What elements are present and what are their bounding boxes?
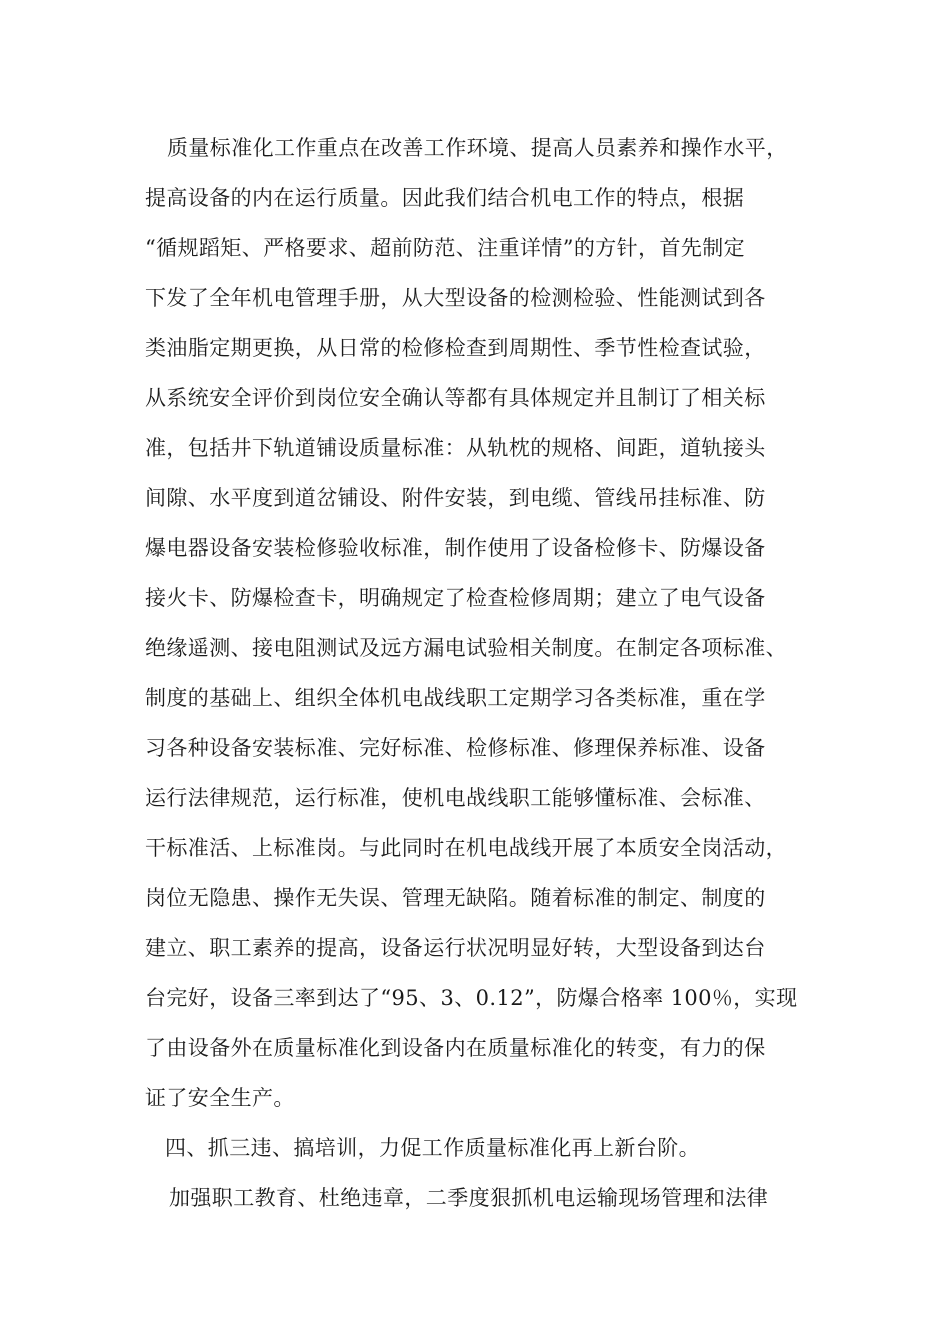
- section-heading: 四、抓三违、搞培训，力促工作质量标准化再上新台阶。: [165, 1136, 700, 1160]
- paragraph-line: 间隙、水平度到道岔铺设、附件安装，到电缆、管线吊挂标准、防: [145, 486, 766, 510]
- paragraph-line: 爆电器设备安装检修验收标准，制作使用了设备检修卡、防爆设备: [145, 536, 766, 560]
- paragraph-line: 制度的基础上、组织全体机电战线职工定期学习各类标准，重在学: [145, 686, 766, 710]
- paragraph-line: 证了安全生产。: [145, 1086, 295, 1110]
- paragraph-line: 加强职工教育、杜绝违章，二季度狠抓机电运输现场管理和法律: [169, 1186, 769, 1210]
- paragraph-line: 台完好，设备三率到达了“95、3、0.12”，防爆合格率 100％，实现: [145, 986, 798, 1010]
- paragraph-line: 提高设备的内在运行质量。因此我们结合机电工作的特点，根据: [145, 186, 745, 210]
- paragraph-line: 习各种设备安装标准、完好标准、检修标准、修理保养标准、设备: [145, 736, 766, 760]
- paragraph-line: 准，包括井下轨道铺设质量标准：从轨枕的规格、间距，道轨接头: [145, 436, 766, 460]
- document-body: [145, 128, 830, 1228]
- paragraph-line: 接火卡、防爆检查卡，明确规定了检查检修周期；建立了电气设备: [145, 586, 766, 610]
- paragraph-line: “循规蹈矩、严格要求、超前防范、注重详情”的方针，首先制定: [145, 236, 746, 260]
- paragraph-line: 建立、职工素养的提高，设备运行状况明显好转，大型设备到达台: [145, 936, 766, 960]
- paragraph-line: 岗位无隐患、操作无失误、管理无缺陷。随着标准的制定、制度的: [145, 886, 766, 910]
- paragraph-line: 绝缘遥测、接电阻测试及远方漏电试验相关制度。在制定各项标准、: [145, 636, 787, 660]
- paragraph-line: 运行法律规范，运行标准，使机电战线职工能够懂标准、会标准、: [145, 786, 766, 810]
- paragraph-line: 干标准活、上标准岗。与此同时在机电战线开展了本质安全岗活动，: [145, 836, 787, 860]
- paragraph-line: 类油脂定期更换，从日常的检修检查到周期性、季节性检查试验，: [145, 336, 766, 360]
- paragraph-line: 下发了全年机电管理手册，从大型设备的检测检验、性能测试到各: [145, 286, 766, 310]
- paragraph-line: 了由设备外在质量标准化到设备内在质量标准化的转变，有力的保: [145, 1036, 766, 1060]
- paragraph-line: 从系统安全评价到岗位安全确认等都有具体规定并且制订了相关标: [145, 386, 766, 410]
- paragraph-line: 质量标准化工作重点在改善工作环境、提高人员素养和操作水平，: [167, 136, 788, 160]
